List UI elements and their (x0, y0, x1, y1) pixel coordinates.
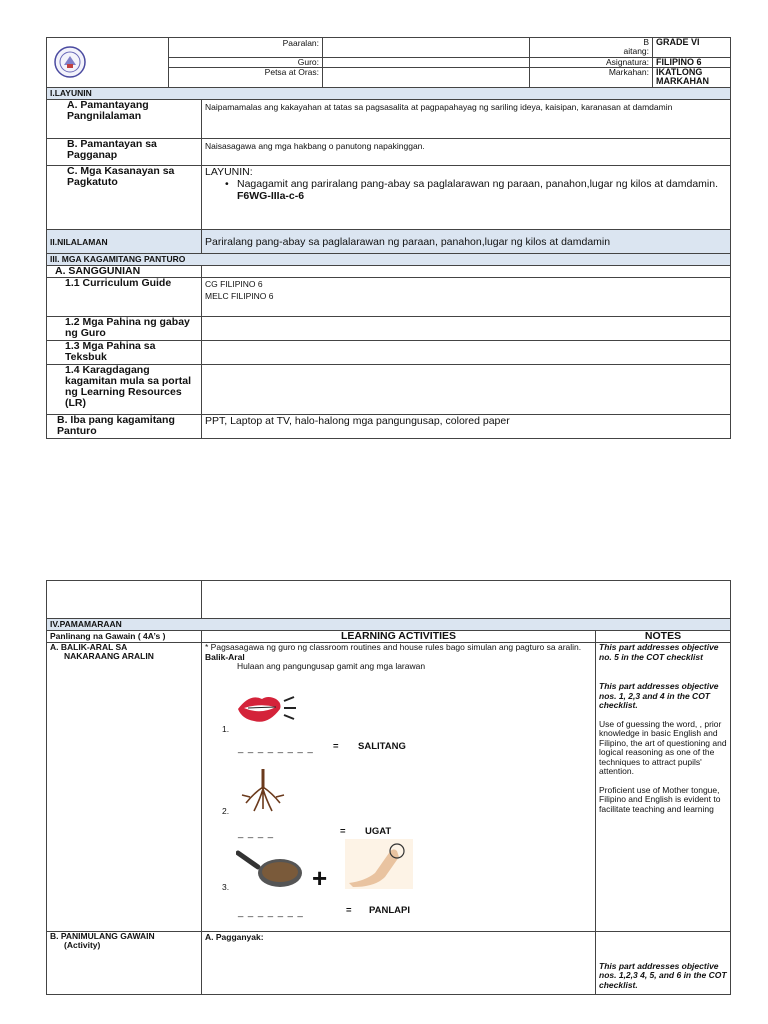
iba-pang-kagamitan-text: PPT, Laptop at TV, halo-halong mga pangungusap, colored paper (202, 415, 731, 439)
curriculum-guide-text-1: CG FILIPINO 6 (205, 279, 263, 289)
plus-sign: + (312, 863, 328, 893)
pagganyak-label: A. Pagganyak: (202, 932, 596, 995)
baitang-value: GRADE VI (653, 38, 731, 58)
notes-guessing: Use of guessing the word, , prior knowledge in basic English and Filipino, the art of questioning and logical reasoning as one of the techniques to attract pupils' attention. (599, 718, 727, 776)
panimulang-notes: This part addresses objective nos. 1,2,3 4, 5, and 6 in the COT checklist. (596, 932, 731, 995)
sanggunian-empty (202, 266, 731, 278)
item-2-blank: _ _ _ _ (238, 828, 275, 839)
deped-seal (47, 38, 169, 88)
item-2-equals: = (340, 826, 346, 837)
balik-aral-heading: Balik-Aral (205, 651, 245, 662)
sanggunian-label: A. SANGGUNIAN (47, 266, 202, 278)
layunin-heading: LAYUNIN: (205, 166, 253, 178)
curriculum-guide-label: 1.1 Curriculum Guide (47, 278, 202, 317)
col-header-panlinang: Panlinang na Gawain ( 4A’s ) (47, 631, 202, 643)
col-header-notes: NOTES (596, 631, 731, 643)
learning-resources-label: 1.4 Karagdagang kagamitan mula sa portal ng Learning Resources (LR) (47, 365, 202, 415)
paaralan-label: Paaralan: (169, 38, 323, 58)
petsa-label: Petsa at Oras: (169, 68, 323, 88)
lips-icon (236, 691, 298, 727)
balik-aral-label (47, 643, 202, 932)
teksbuk-label: 1.3 Mga Pahina sa Teksbuk (47, 341, 202, 365)
gabay-guro-value (202, 317, 731, 341)
paaralan-value[interactable] (323, 38, 530, 58)
panimulang-gawain-line1: B. PANIMULANG GAWAIN (50, 931, 155, 941)
markahan-value-line1: IKATLONG (656, 67, 703, 77)
balik-aral-intro: * Pagsasagawa ng guro ng classroom routines and house rules bago simulan ang pagturo sa aralin. (205, 642, 582, 652)
item-1-number: 1. (222, 724, 230, 734)
frying-pan-icon (236, 849, 304, 889)
leg-icon (345, 839, 413, 889)
section-nilalaman: II.NILALAMAN (47, 230, 202, 254)
pamantayang-pangnilalaman-text: Naipamamalas ang kakayahan at tatas sa pagsasalita at pagpapahayag ng sariling ideya, kaisipan, karanasan at damdamin (202, 100, 731, 139)
col-header-learning-activities: LEARNING ACTIVITIES (202, 631, 596, 643)
layunin-code: F6WG-IIIa-c-6 (237, 190, 305, 202)
balik-aral-notes (596, 643, 731, 932)
item-3-number: 3. (222, 882, 230, 892)
section-layunin: I.LAYUNIN (47, 88, 731, 100)
top-empty-right (202, 581, 731, 619)
baitang-label (530, 38, 653, 58)
learning-resources-value (202, 365, 731, 415)
lesson-plan-table-top (46, 37, 731, 439)
section-kagamitan: III. MGA KAGAMITANG PANTURO (47, 254, 731, 266)
markahan-value-line2: MARKAHAN (656, 76, 710, 86)
bullet-icon: • (225, 178, 229, 190)
asignatura-value: FILIPINO 6 (653, 58, 731, 68)
nilalaman-text: Pariralang pang-abay sa paglalarawan ng paraan, panahon,lugar ng kilos at damdamin (202, 230, 731, 254)
balik-aral-label-line1: A. BALIK-ARAL SA (50, 642, 128, 652)
gabay-guro-label: 1.2 Mga Pahina ng gabay ng Guro (47, 317, 202, 341)
markahan-value (653, 68, 731, 88)
panimulang-gawain-label (47, 932, 202, 995)
iba-pang-kagamitan-label: B. Iba pang kagamitang Panturo (47, 415, 202, 439)
petsa-value[interactable] (323, 68, 530, 88)
curriculum-guide-text-2: MELC FILIPINO 6 (205, 291, 274, 301)
item-1-answer: SALITANG (358, 741, 406, 752)
guro-label: Guro: (169, 58, 323, 68)
balik-aral-instruction: Hulaan ang pangungusap gamit ang mga larawan (237, 661, 426, 671)
item-1-blank: _ _ _ _ _ _ _ _ (238, 743, 314, 754)
item-1-equals: = (333, 741, 339, 752)
kasanayan-pagkatuto-label: C. Mga Kasanayan sa Pagkatuto (47, 166, 202, 230)
asignatura-label: Asignatura: (530, 58, 653, 68)
item-2-number: 2. (222, 806, 230, 816)
notes-mother-tongue: Proficient use of Mother tongue, Filipino and English is evident to facilitate teaching and learning (599, 784, 721, 814)
notes-objective-1-4: This part addresses objective nos. 1, 2,3 and 4 in the COT checklist. (599, 681, 719, 710)
deped-seal-icon (53, 45, 87, 79)
top-empty-left (47, 581, 202, 619)
guro-value[interactable] (323, 58, 530, 68)
roots-icon (238, 769, 288, 813)
lesson-plan-table-bottom (46, 580, 731, 995)
layunin-bullet: Nagagamit ang pariralang pang-abay sa paglalarawan ng paraan, panahon,lugar ng kilos at damdamin. (237, 178, 718, 190)
curriculum-guide-cell (202, 278, 731, 317)
balik-aral-activity (202, 643, 596, 932)
section-pamamaraan: IV.PAMAMARAAN (47, 619, 731, 631)
item-3-equals: = (346, 905, 352, 916)
kasanayan-pagkatuto-cell (202, 166, 731, 230)
baitang-label-line2: aitang: (623, 46, 650, 56)
baitang-label-line1: B (643, 37, 650, 47)
pamantayan-pagganap-text: Naisasagawa ang mga hakbang o panutong napakinggan. (202, 139, 731, 166)
item-3-answer: PANLAPI (369, 905, 410, 916)
balik-aral-label-line2: NAKARAANG ARALIN (64, 651, 154, 661)
markahan-label: Markahan: (530, 68, 653, 88)
teksbuk-value (202, 341, 731, 365)
notes-objective-5: This part addresses objective no. 5 in the COT checklist (599, 642, 719, 662)
panimulang-gawain-line2: (Activity) (64, 940, 101, 950)
pamantayang-pangnilalaman-label: A. Pamantayang Pangnilalaman (47, 100, 202, 139)
item-2-answer: UGAT (365, 826, 392, 837)
item-3-blank: _ _ _ _ _ _ _ (238, 907, 304, 918)
pamantayan-pagganap-label: B. Pamantayan sa Pagganap (47, 139, 202, 166)
